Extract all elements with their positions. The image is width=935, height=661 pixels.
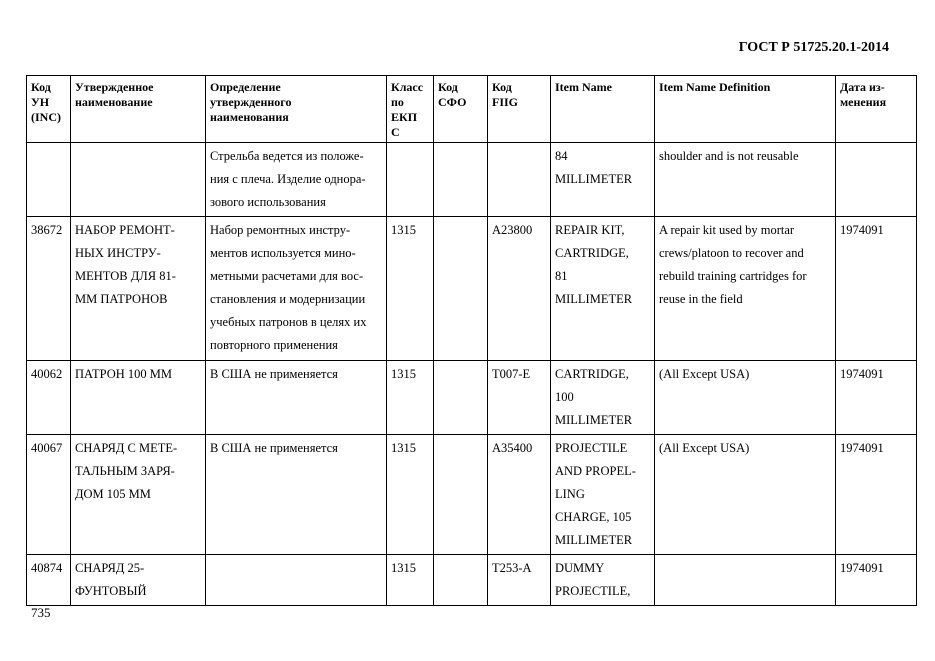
cell-change-date: 1974091: [836, 555, 917, 606]
column-header-change-date: Дата из- менения: [836, 76, 917, 143]
cell-item-name: CARTRIDGE, 100 MILLIMETER: [551, 361, 655, 435]
column-header-definition: Определение утвержденного наименования: [206, 76, 387, 143]
cell-item-name: PROJECTILE AND PROPEL- LING CHARGE, 105 MILLIMETER: [551, 435, 655, 555]
cell-class: 1315: [387, 555, 434, 606]
cell-inc: [27, 143, 71, 217]
cell-item-name-definition: A repair kit used by mortar crews/platoon to recover and rebuild training cartridges for reuse in the field: [655, 217, 836, 361]
column-header-inc: Код УН (INC): [27, 76, 71, 143]
document-header: ГОСТ Р 51725.20.1-2014: [738, 40, 889, 55]
cell-class: 1315: [387, 435, 434, 555]
cell-definition: В США не применяется: [206, 435, 387, 555]
cell-item-name: DUMMY PROJECTILE,: [551, 555, 655, 606]
cell-fiig: T007-E: [488, 361, 551, 435]
cell-change-date: 1974091: [836, 361, 917, 435]
cell-sfo: [434, 435, 488, 555]
cell-fiig: A23800: [488, 217, 551, 361]
cell-item-name-definition: (All Except USA): [655, 435, 836, 555]
cell-definition: Стрельба ведется из положе- ния с плеча. Изделие однора- зового использования: [206, 143, 387, 217]
cell-fiig: T253-A: [488, 555, 551, 606]
cell-approved-name: СНАРЯД 25- ФУНТОВЫЙ: [71, 555, 206, 606]
cell-definition: [206, 555, 387, 606]
table-row: [27, 217, 917, 361]
classification-table: [26, 75, 917, 606]
page-number: 735: [31, 605, 51, 620]
cell-inc: 40067: [27, 435, 71, 555]
cell-class: [387, 143, 434, 217]
cell-inc: 40874: [27, 555, 71, 606]
table-row: [27, 361, 917, 435]
column-header-fiig: Код FIIG: [488, 76, 551, 143]
cell-item-name: REPAIR KIT, CARTRIDGE, 81 MILLIMETER: [551, 217, 655, 361]
cell-item-name: 84 MILLIMETER: [551, 143, 655, 217]
table-row: [27, 435, 917, 555]
column-header-item-name: Item Name: [551, 76, 655, 143]
table-row: [27, 143, 917, 217]
cell-inc: 40062: [27, 361, 71, 435]
column-header-class: Класс по ЕКП С: [387, 76, 434, 143]
cell-definition: В США не применяется: [206, 361, 387, 435]
cell-item-name-definition: (All Except USA): [655, 361, 836, 435]
cell-fiig: A35400: [488, 435, 551, 555]
cell-class: 1315: [387, 217, 434, 361]
cell-sfo: [434, 217, 488, 361]
cell-sfo: [434, 361, 488, 435]
column-header-sfo: Код СФО: [434, 76, 488, 143]
cell-approved-name: НАБОР РЕМОНТ- НЫХ ИНСТРУ- МЕНТОВ ДЛЯ 81- ММ ПАТРОНОВ: [71, 217, 206, 361]
cell-change-date: 1974091: [836, 435, 917, 555]
cell-sfo: [434, 555, 488, 606]
cell-item-name-definition: [655, 555, 836, 606]
cell-class: 1315: [387, 361, 434, 435]
cell-approved-name: [71, 143, 206, 217]
cell-sfo: [434, 143, 488, 217]
cell-definition: Набор ремонтных инстру- ментов используется мино- метными расчетами для вос- становления и модернизации учебных патронов в целях их повторного применения: [206, 217, 387, 361]
table-header-row: [27, 76, 917, 143]
cell-approved-name: ПАТРОН 100 ММ: [71, 361, 206, 435]
cell-inc: 38672: [27, 217, 71, 361]
cell-fiig: [488, 143, 551, 217]
cell-change-date: 1974091: [836, 217, 917, 361]
column-header-approved-name: Утвержденное наименование: [71, 76, 206, 143]
column-header-item-name-definition: Item Name Definition: [655, 76, 836, 143]
table-row: [27, 555, 917, 606]
cell-change-date: [836, 143, 917, 217]
cell-item-name-definition: shoulder and is not reusable: [655, 143, 836, 217]
cell-approved-name: СНАРЯД С МЕТЕ- ТАЛЬНЫМ ЗАРЯ- ДОМ 105 ММ: [71, 435, 206, 555]
